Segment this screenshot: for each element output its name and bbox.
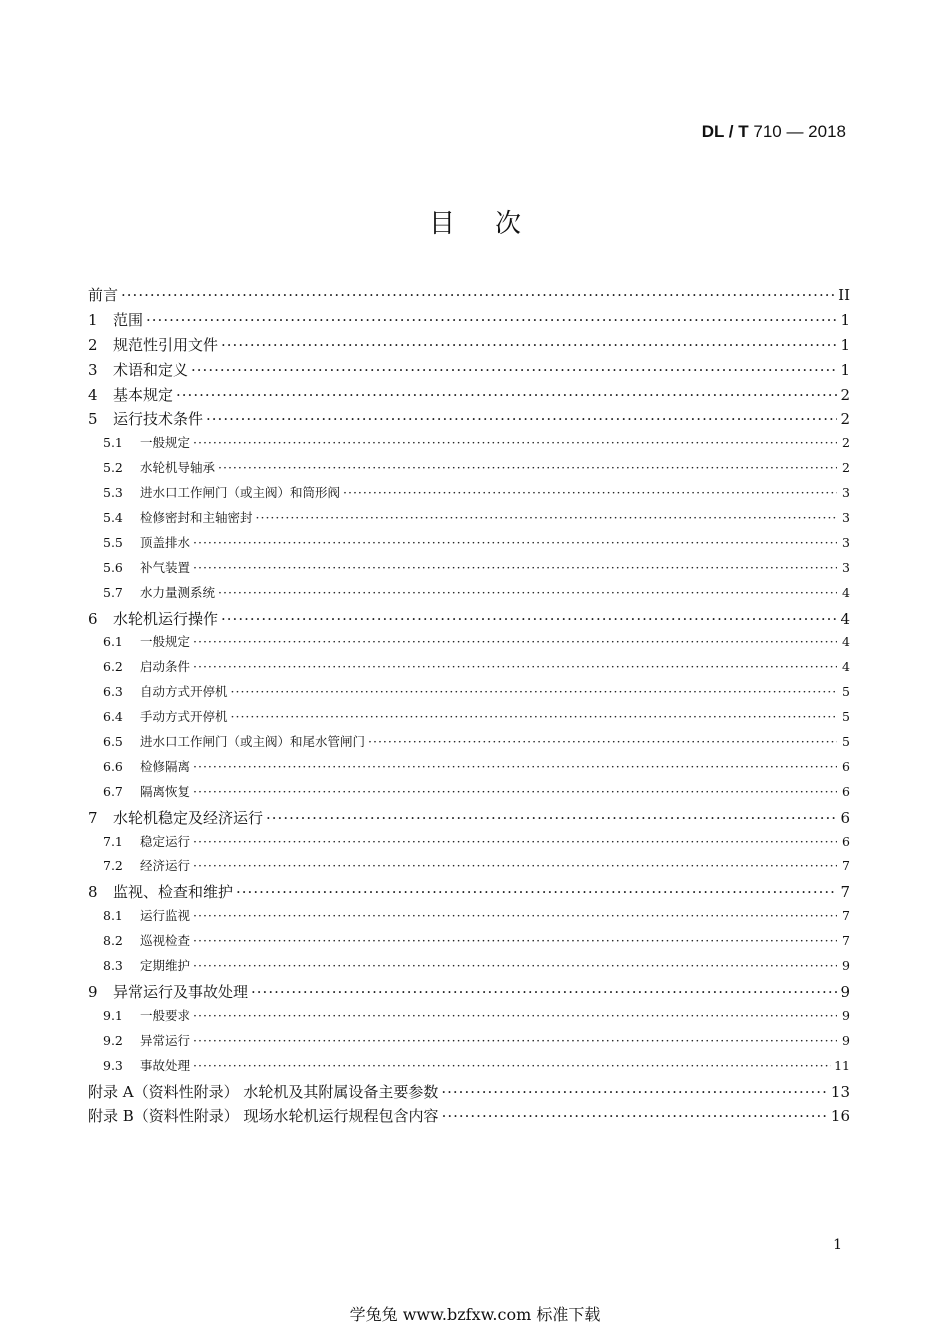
toc-entry-label: 进水口工作闸门（或主阀）和筒形阀 [140,485,341,501]
toc-entry-number: 5.2 [103,460,123,476]
toc-entry-page: 13 [830,1082,850,1101]
toc-entry[interactable] [88,757,850,782]
toc-dot-leader [193,1033,837,1048]
toc-entry[interactable] [88,931,850,956]
toc-entry-label: 一般规定 [140,435,191,451]
toc-entry-label: 检修密封和主轴密封 [140,510,253,526]
toc-dot-leader [146,311,837,329]
toc-entry-number: 8 [88,883,98,902]
toc-entry-page: 3 [842,485,850,501]
toc-dot-leader [251,983,837,1001]
toc-entry[interactable] [88,1105,850,1130]
toc-entry-number: 1 [88,310,98,329]
toc-entry-number: 5.6 [103,559,123,575]
toc-entry-page: 4 [842,659,850,675]
toc-entry-label: 水轮机导轴承 [140,460,216,476]
toc-dot-leader [368,734,837,749]
toc-entry-page: 7 [840,883,850,902]
toc-entry-number: 6.5 [103,734,123,750]
toc-entry-page: 7 [842,933,850,949]
toc-entry-label: 经济运行 [140,858,191,874]
toc-entry-label: 巡视检查 [140,933,191,949]
toc-entry-page: 1 [840,310,850,329]
toc-entry[interactable] [88,707,850,732]
toc-entry-label: 自动方式开停机 [140,684,228,700]
toc-dot-leader [193,634,837,649]
toc-entry-number: 6.3 [103,684,123,700]
toc-entry-number: 7.2 [103,858,123,874]
toc-entry-number: 3 [88,360,98,379]
toc-dot-leader [193,958,837,973]
toc-dot-leader [193,834,837,849]
toc-dot-leader [193,659,837,674]
table-of-contents [88,284,850,1130]
toc-entry-label: 基本规定 [113,385,174,404]
toc-entry-page: 6 [840,808,850,827]
toc-entry-number: 4 [88,385,98,404]
toc-entry-number: 6.7 [103,783,123,799]
toc-entry-page: 6 [842,833,850,849]
toc-entry-label: 事故处理 [140,1057,191,1073]
toc-entry-label: 术语和定义 [113,360,189,379]
toc-entry-page: 1 [840,335,850,354]
toc-entry-page: 7 [842,858,850,874]
toc-entry-label: 运行监视 [140,908,191,924]
toc-entry[interactable] [88,508,850,533]
toc-entry-number: 5.4 [103,510,123,526]
toc-entry-number: 2 [88,335,98,354]
toc-entry[interactable] [88,384,850,409]
toc-entry-number: 6 [88,609,98,628]
toc-dot-leader [218,585,837,600]
toc-entry[interactable] [88,483,850,508]
toc-dot-leader [193,784,837,799]
toc-entry-number: 5.3 [103,485,123,501]
toc-entry[interactable] [88,657,850,682]
toc-entry-page: 11 [834,1057,850,1073]
toc-entry-page: 1 [840,360,850,379]
toc-dot-leader [221,610,837,628]
toc-dot-leader [193,1008,837,1023]
toc-entry-page: 2 [842,435,850,451]
toc-entry[interactable] [88,807,850,832]
toc-entry-label: 水轮机运行操作 [113,609,219,628]
toc-entry[interactable] [88,359,850,384]
toc-dot-leader [256,510,837,525]
toc-entry-page: 3 [842,534,850,550]
toc-entry-number: 5.7 [103,584,123,600]
toc-dot-leader [441,1083,828,1101]
toc-entry-number: 8.1 [103,908,123,924]
toc-entry-label: 范围 [113,310,144,329]
toc-dot-leader [176,386,837,404]
toc-dot-leader [266,809,837,827]
toc-dot-leader [218,460,837,475]
toc-entry-page: 4 [842,584,850,600]
toc-entry-page: 4 [840,609,850,628]
standard-number: 710 — 2018 [753,122,846,141]
toc-dot-leader [193,560,837,575]
toc-entry-number: 6.4 [103,709,123,725]
toc-entry-label: 顶盖排水 [140,534,191,550]
toc-entry-page: 4 [842,634,850,650]
toc-entry-number: 9.1 [103,1007,123,1023]
toc-entry-page: 9 [840,982,850,1001]
toc-entry-label: 监视、检查和维护 [113,883,234,902]
toc-entry-label: 附录 A（资料性附录） 水轮机及其附属设备主要参数 [88,1082,439,1101]
toc-entry-number: 6.1 [103,634,123,650]
toc-entry[interactable] [88,1056,850,1081]
toc-dot-leader [231,684,837,699]
toc-entry-number: 9 [88,982,98,1001]
toc-entry-number: 8.3 [103,958,123,974]
toc-entry[interactable] [88,856,850,881]
toc-entry-label: 运行技术条件 [113,410,204,429]
toc-dot-leader [121,286,835,304]
toc-entry-label: 隔离恢复 [140,783,191,799]
toc-entry-label: 规范性引用文件 [113,335,219,354]
toc-entry[interactable] [88,981,850,1006]
toc-entry[interactable] [88,583,850,608]
standard-code [702,122,846,142]
toc-entry-label: 一般规定 [140,634,191,650]
toc-entry[interactable] [88,1006,850,1031]
toc-entry-number: 7.1 [103,833,123,849]
toc-entry-number: 5 [88,410,98,429]
toc-dot-leader [236,883,837,901]
toc-entry-number: 8.2 [103,933,123,949]
toc-dot-leader [193,535,837,550]
toc-entry-label: 一般要求 [140,1007,191,1023]
toc-entry-number: 7 [88,808,98,827]
toc-entry-label: 补气装置 [140,559,191,575]
toc-entry-page: 3 [842,559,850,575]
toc-entry-label: 稳定运行 [140,833,191,849]
toc-dot-leader [193,759,837,774]
toc-entry-page: 7 [842,908,850,924]
toc-entry-page: 9 [842,1032,850,1048]
toc-entry[interactable] [88,334,850,359]
toc-dot-leader [206,410,837,428]
toc-entry-label: 附录 B（资料性附录） 现场水轮机运行规程包含内容 [88,1107,439,1126]
toc-entry[interactable] [88,732,850,757]
toc-entry[interactable] [88,408,850,433]
toc-entry-number: 9.2 [103,1032,123,1048]
page-title: 目次 [428,209,561,239]
toc-dot-leader [193,435,837,450]
toc-entry[interactable] [88,906,850,931]
toc-dot-leader [193,858,837,873]
toc-dot-leader [442,1107,828,1125]
toc-dot-leader [343,485,837,500]
toc-entry-number: 5.5 [103,534,123,550]
toc-entry-number: 6.2 [103,659,123,675]
toc-dot-leader [193,1058,831,1073]
toc-entry[interactable] [88,782,850,807]
toc-entry-label: 异常运行及事故处理 [113,982,249,1001]
toc-entry-label: 定期维护 [140,958,191,974]
toc-entry-label: 手动方式开停机 [140,709,228,725]
toc-dot-leader [193,933,837,948]
toc-entry-page: 2 [840,410,850,429]
toc-entry[interactable] [88,832,850,857]
toc-entry-label: 进水口工作闸门（或主阀）和尾水管闸门 [140,734,366,750]
toc-entry[interactable] [88,433,850,458]
toc-entry-label: 水轮机稳定及经济运行 [113,808,264,827]
toc-entry-label: 检修隔离 [140,758,191,774]
toc-dot-leader [191,361,837,379]
toc-entry-page: 5 [842,734,850,750]
toc-entry-number: 6.6 [103,758,123,774]
toc-entry[interactable] [88,1031,850,1056]
toc-entry[interactable] [88,956,850,981]
toc-entry[interactable] [88,682,850,707]
toc-entry[interactable] [88,881,850,906]
toc-entry-label: 启动条件 [140,659,191,675]
page-number: 1 [833,1237,842,1253]
toc-dot-leader [193,908,837,923]
watermark-text: 学兔兔 www.bzfxw.com 标准下载 [349,1305,601,1324]
toc-entry-page: 3 [842,510,850,526]
toc-entry-page: II [838,286,850,304]
toc-entry-label: 前言 [88,286,119,304]
toc-entry-label: 水力量测系统 [140,584,216,600]
toc-entry-page: 2 [842,460,850,476]
toc-entry[interactable] [88,533,850,558]
toc-entry[interactable] [88,1081,850,1106]
toc-entry-page: 16 [830,1107,850,1126]
toc-entry-page: 9 [842,958,850,974]
toc-entry-page: 6 [842,758,850,774]
toc-entry-number: 9.3 [103,1057,123,1073]
toc-entry-page: 9 [842,1007,850,1023]
toc-dot-leader [221,336,837,354]
toc-entry[interactable] [88,608,850,633]
toc-entry[interactable] [88,558,850,583]
toc-entry[interactable] [88,458,850,483]
toc-entry[interactable] [88,632,850,657]
toc-entry-page: 5 [842,684,850,700]
toc-entry-page: 2 [840,385,850,404]
standard-prefix: DL / T [701,122,749,141]
toc-entry[interactable] [88,309,850,334]
toc-entry-page: 6 [842,783,850,799]
toc-entry-number: 5.1 [103,435,123,451]
toc-entry-page: 5 [842,709,850,725]
toc-entry-label: 异常运行 [140,1032,191,1048]
toc-entry[interactable] [88,284,850,309]
toc-dot-leader [231,709,837,724]
